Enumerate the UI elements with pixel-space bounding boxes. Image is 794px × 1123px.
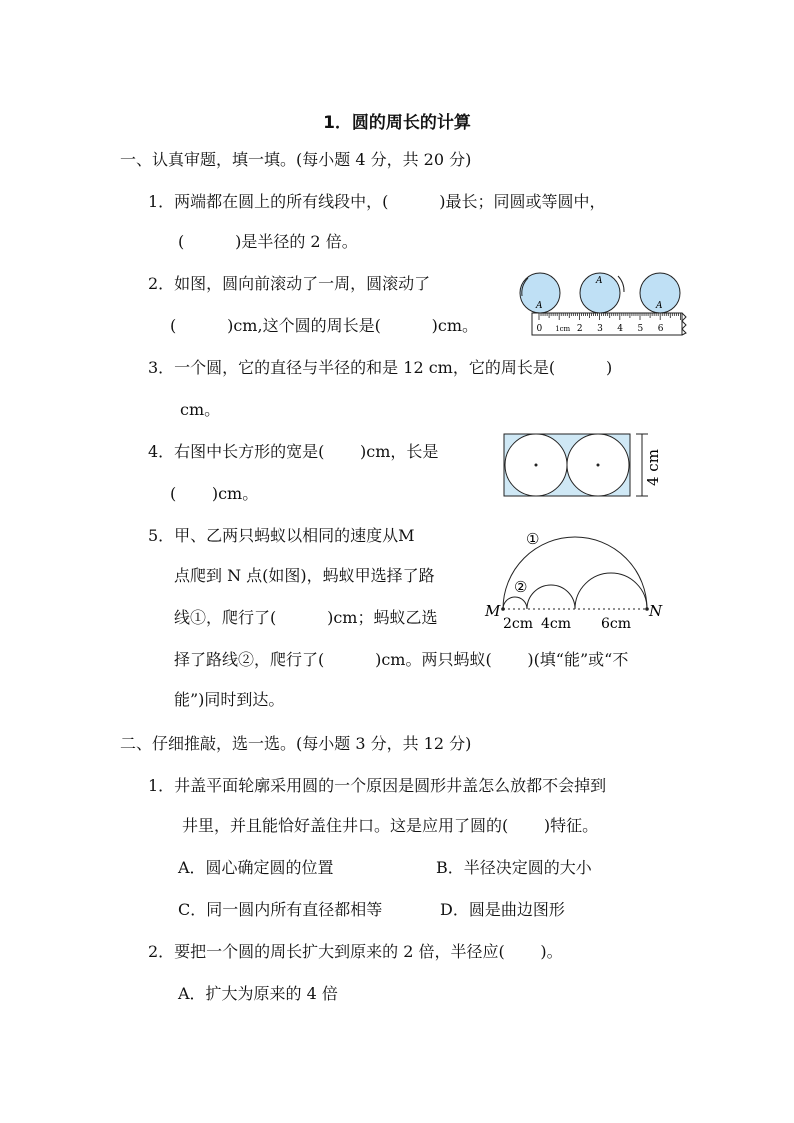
ant-routes-figure bbox=[482, 524, 672, 634]
rolling-circle-ruler-figure bbox=[512, 266, 688, 338]
question-1-1-line-1: 1．两端都在圆上的所有线段中，( )最长；同圆或等圆中， bbox=[148, 192, 606, 211]
question-1-2-line-2: ( )cm,这个圆的周长是( )cm。 bbox=[170, 316, 479, 335]
ruler-tick-label: 3 bbox=[597, 324, 603, 334]
route-1-label: ① bbox=[526, 530, 540, 548]
question-1-5-line-5: 能”)同时到达。 bbox=[174, 690, 285, 709]
ruler-jagged-end bbox=[682, 313, 686, 335]
circle-start-label: A bbox=[536, 301, 543, 311]
ruler-tick-label: 5 bbox=[637, 324, 644, 334]
question-1-5-line-2: 点爬到 N 点(如图)，蚂蚁甲选择了路 bbox=[174, 566, 435, 585]
option-2-1-d: D．圆是曲边图形 bbox=[440, 900, 565, 919]
route-1-arc bbox=[503, 537, 647, 609]
page-title: 1．圆的周长的计算 bbox=[323, 113, 471, 133]
option-2-1-a: A．圆心确定圆的位置 bbox=[178, 858, 334, 877]
width-label: 4 cm bbox=[644, 449, 662, 486]
circle-end-label: A bbox=[656, 301, 663, 311]
distance-4cm: 4cm bbox=[541, 616, 572, 632]
circle-right-center bbox=[597, 464, 600, 467]
question-1-3-line-2: cm。 bbox=[180, 400, 221, 419]
question-2-1-line-2: 井里，并且能恰好盖住井口。这是应用了圆的( )特征。 bbox=[182, 816, 599, 835]
question-1-4-line-2: ( )cm。 bbox=[170, 484, 259, 503]
ruler-tick-label: 1cm bbox=[555, 325, 571, 333]
distance-6cm: 6cm bbox=[601, 616, 632, 632]
question-1-2-line-1: 2．如图，圆向前滚动了一周，圆滚动了 bbox=[148, 274, 431, 293]
section-1-heading: 一、认真审题，填一填。(每小题 4 分，共 20 分) bbox=[120, 150, 472, 169]
question-1-4-line-1: 4．右图中长方形的宽是( )cm，长是 bbox=[148, 442, 439, 461]
question-1-3-line-1: 3．一个圆，它的直径与半径的和是 12 cm，它的周长是( ) bbox=[148, 358, 613, 377]
point-n-label: N bbox=[649, 602, 663, 620]
ruler-tick-label: 4 bbox=[617, 324, 624, 334]
question-2-1-line-1: 1．井盖平面轮廓采用圆的一个原因是圆形井盖怎么放都不会掉到 bbox=[148, 776, 607, 795]
section-2-heading: 二、仔细推敲，选一选。(每小题 3 分，共 12 分) bbox=[120, 734, 472, 753]
route-2-label: ② bbox=[514, 578, 528, 596]
question-1-5-line-3: 线①，爬行了( )cm；蚂蚁乙选 bbox=[174, 608, 438, 627]
point-m-label: M bbox=[485, 602, 501, 620]
circle-left-center bbox=[535, 464, 538, 467]
option-2-2-a: A．扩大为原来的 4 倍 bbox=[178, 984, 338, 1003]
ruler-tick-label: 2 bbox=[576, 324, 583, 334]
ruler-tick-label: 6 bbox=[657, 324, 664, 334]
rectangle-two-circles-figure bbox=[502, 430, 670, 500]
circle-middle-label: A bbox=[596, 276, 603, 286]
option-2-1-c: C．同一圆内所有直径都相等 bbox=[178, 900, 383, 919]
ruler-tick-label: 0 bbox=[536, 324, 543, 334]
route-2-arc-medium bbox=[527, 585, 575, 609]
route-2-arc-large bbox=[575, 573, 647, 609]
distance-2cm: 2cm bbox=[503, 616, 534, 632]
question-2-2-line-1: 2．要把一个圆的周长扩大到原来的 2 倍，半径应( )。 bbox=[148, 942, 563, 961]
question-1-5-line-1: 5．甲、乙两只蚂蚁以相同的速度从M bbox=[148, 526, 415, 545]
route-2-arc-small bbox=[503, 597, 527, 609]
option-2-1-b: B．半径决定圆的大小 bbox=[436, 858, 592, 877]
question-1-1-line-2: ( )是半径的 2 倍。 bbox=[178, 232, 358, 251]
question-1-5-line-4: 择了路线②，爬行了( )cm。两只蚂蚁( )(填“能”或“不 bbox=[174, 650, 629, 669]
